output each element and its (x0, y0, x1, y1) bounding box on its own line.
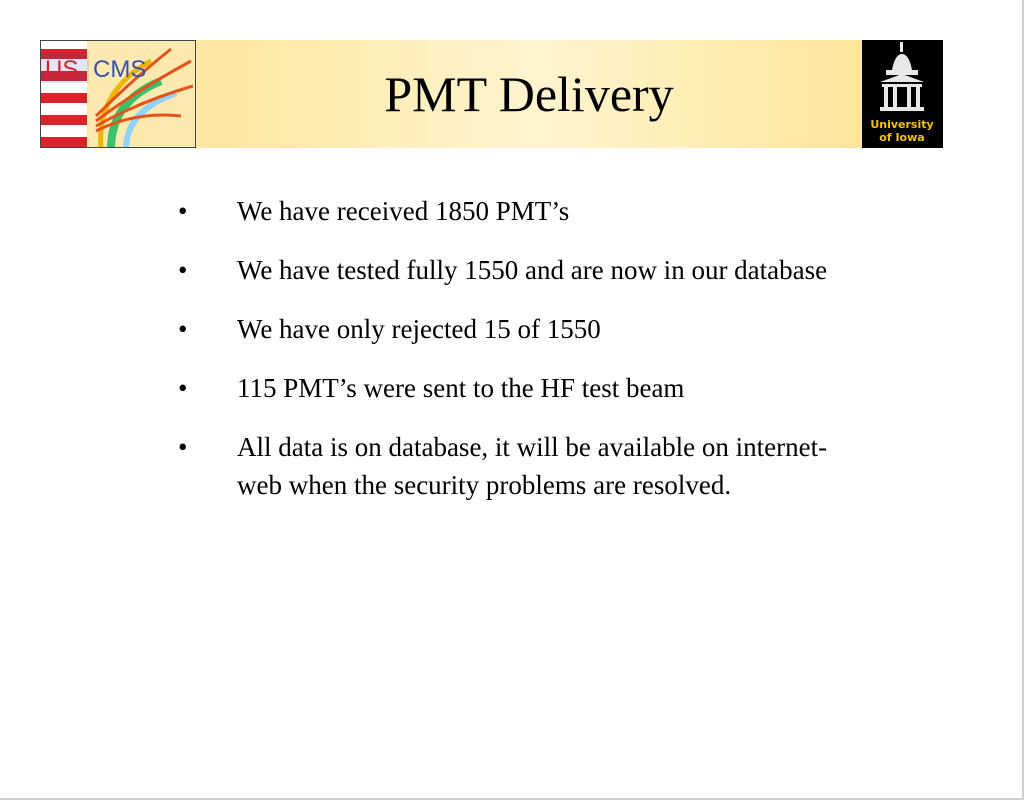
bullet-icon: • (178, 432, 188, 462)
bullet-item (178, 428, 858, 504)
bullet-item (178, 369, 858, 407)
bullet-item (178, 192, 858, 230)
university-of-iowa-logo (862, 40, 943, 148)
us-cms-logo (40, 40, 196, 148)
logo-text-university: University (870, 118, 934, 131)
cms-text: CMS (93, 56, 147, 83)
bullet-item (178, 310, 858, 348)
us-cms-logo-graphic (41, 41, 196, 148)
us-text: US (45, 56, 79, 83)
bullet-icon: • (178, 255, 188, 285)
old-capitol-icon (862, 40, 943, 148)
bullet-icon: • (178, 373, 188, 403)
bullet-text: 115 PMT’s were sent to the HF test beam (237, 373, 685, 403)
bullet-text: All data is on database, it will be available on internet-web when the security problems are resolved. (237, 432, 828, 500)
logo-text-of-iowa: of Iowa (879, 131, 925, 144)
slide-title: PMT Delivery (384, 66, 674, 122)
bullet-text: We have received 1850 PMT’s (237, 196, 570, 226)
bullet-text: We have tested fully 1550 and are now in our database (237, 255, 828, 285)
bullet-item (178, 251, 858, 289)
bullet-icon: • (178, 314, 188, 344)
bullet-text: We have only rejected 15 of 1550 (237, 314, 601, 344)
bullet-icon: • (178, 196, 188, 226)
bullet-list (178, 192, 858, 525)
